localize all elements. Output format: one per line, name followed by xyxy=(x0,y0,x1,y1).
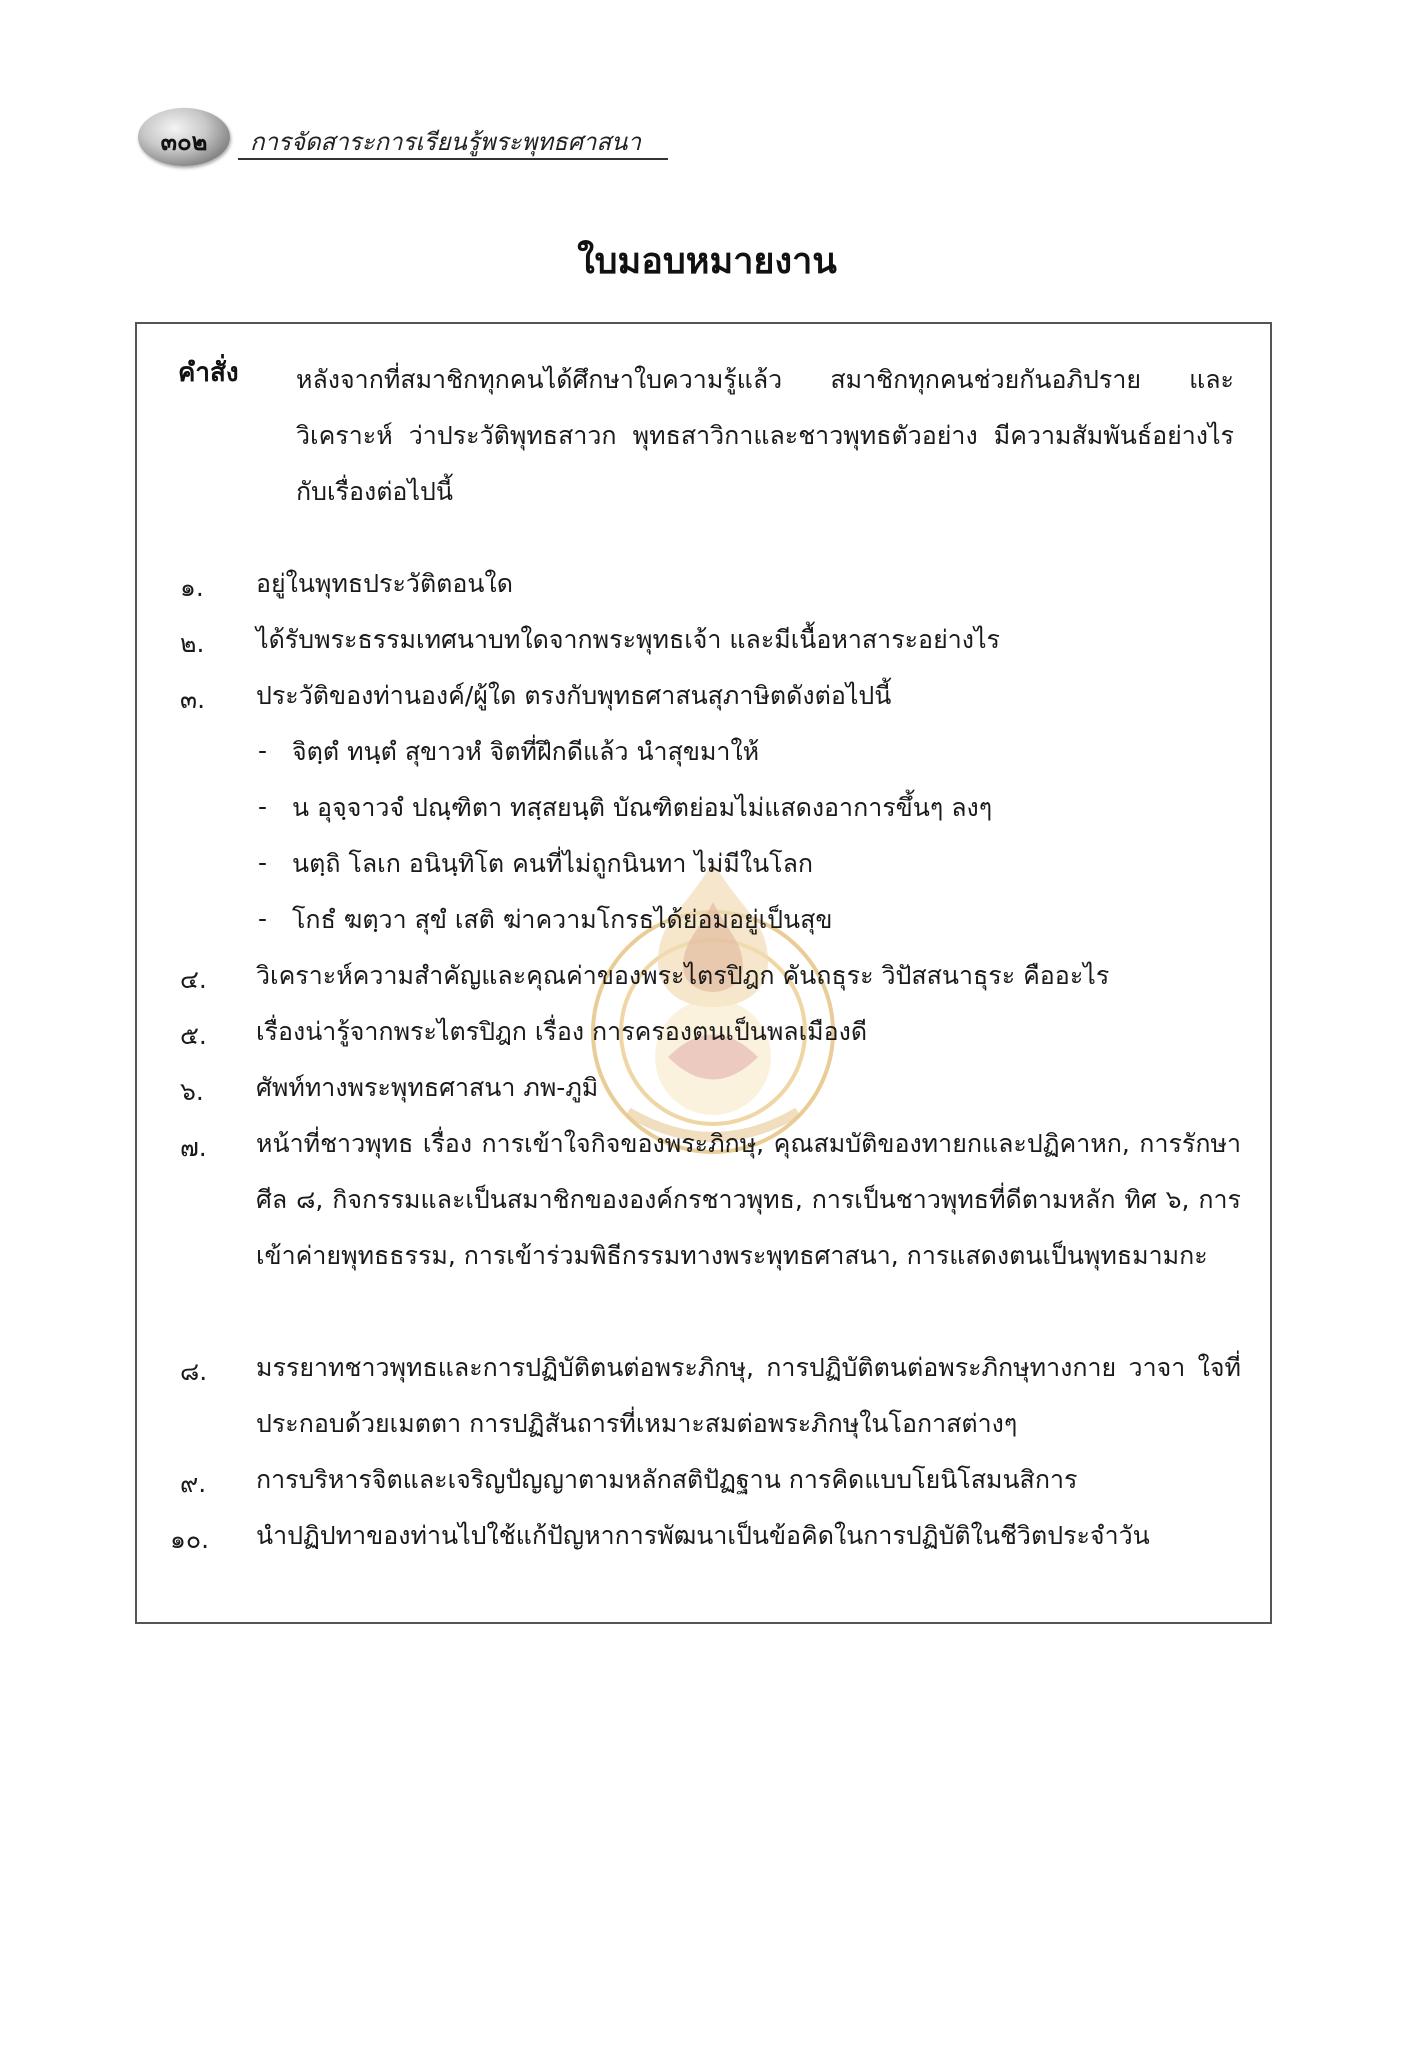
proverb-item: นตฺถิ โลเก อนินฺทิโต คนที่ไม่ถูกนินทา ไม่มีในโลก xyxy=(292,849,814,878)
page-header xyxy=(138,108,668,170)
bullet-dash: - xyxy=(258,904,268,933)
item-number: ๙. xyxy=(180,1469,207,1498)
item-number: ๓. xyxy=(180,685,206,714)
item-number: ๔. xyxy=(180,965,207,994)
proverb-item: จิตฺตํ ทนฺตํ สุขาวหํ จิตที่ฝึกดีแล้ว นำสุขมาให้ xyxy=(292,737,760,766)
list-item: มรรยาทชาวพุทธและการปฏิบัติตนต่อพระภิกษุ, การปฏิบัติตนต่อพระภิกษุทางกาย วาจา ใจที่ประกอบด้วยเมตตา การปฏิสันถารที่เหมาะสมต่อพระภิกษุในโอกาสต่างๆ xyxy=(256,1353,1241,1438)
list-item: หน้าที่ชาวพุทธ เรื่อง การเข้าใจกิจของพระภิกษุ, คุณสมบัติของทายกและปฏิคาหก, การรักษาศีล ๘, กิจกรรมและเป็นสมาชิกขององค์กรชาวพุทธ, การเป็นชาวพุทธที่ดีตามหลัก ทิศ ๖, การเข้าค่ายพุทธธรรม, การเข้าร่วมพิธีกรรมทางพระพุทธศาสนา, การแสดงตนเป็นพุทธมามกะ xyxy=(256,1129,1241,1270)
item-number: ๖. xyxy=(180,1077,204,1106)
header-divider xyxy=(238,158,668,160)
item-number: ๗. xyxy=(180,1133,207,1162)
list-item: ศัพท์ทางพระพุทธศาสนา ภพ-ภูมิ xyxy=(256,1073,599,1102)
list-item: วิเคราะห์ความสำคัญและคุณค่าของพระไตรปิฎก คันถธุระ วิปัสสนาธุระ คืออะไร xyxy=(256,961,1110,990)
list-item: อยู่ในพุทธประวัติตอนใด xyxy=(256,569,513,598)
list-item: การบริหารจิตและเจริญปัญญาตามหลักสติปัฏฐาน การคิดแบบโยนิโสมนสิการ xyxy=(256,1465,1078,1494)
proverb-item: โกธํ ฆตฺวา สุขํ เสติ ฆ่าความโกรธได้ย่อมอยู่เป็นสุข xyxy=(292,905,833,934)
item-number: ๑๐. xyxy=(170,1525,210,1554)
list-item: ได้รับพระธรรมเทศนาบทใดจากพระพุทธเจ้า และมีเนื้อหาสาระอย่างไร xyxy=(256,625,1000,654)
page-number: ๓๐๒ xyxy=(160,128,208,156)
book-title: การจัดสาระการเรียนรู้พระพุทธศาสนา xyxy=(250,128,641,156)
list-item: นำปฏิปทาของท่านไปใช้แก้ปัญหาการพัฒนาเป็นข้อคิดในการปฏิบัติในชีวิตประจำวัน xyxy=(256,1521,1150,1550)
list-item: เรื่องน่ารู้จากพระไตรปิฎก เรื่อง การครองตนเป็นพลเมืองดี xyxy=(256,1017,868,1046)
item-number: ๕. xyxy=(180,1021,207,1050)
instruction-text: หลังจากที่สมาชิกทุกคนได้ศึกษาใบความรู้แล้ว สมาชิกทุกคนช่วยกันอภิปราย และวิเคราะห์ ว่าประวัติพุทธสาวก พุทธสาวิกาและชาวพุทธตัวอย่าง มีความสัมพันธ์อย่างไรกับเรื่องต่อไปนี้ xyxy=(296,365,1234,506)
item-number: ๘. xyxy=(180,1357,208,1386)
item-number: ๑. xyxy=(180,573,204,602)
bullet-dash: - xyxy=(258,736,268,765)
document-title: ใบมอบหมายงาน xyxy=(577,241,837,282)
list-item: ประวัติของท่านองค์/ผู้ใด ตรงกับพุทธศาสนสุภาษิตดังต่อไปนี้ xyxy=(256,681,892,710)
instruction-label: คำสั่ง xyxy=(178,358,239,388)
bullet-dash: - xyxy=(258,848,268,877)
item-number: ๒. xyxy=(180,629,205,658)
bullet-dash: - xyxy=(258,792,268,821)
proverb-item: น อุจฺจาวจํ ปณฺฑิตา ทสฺสยนฺติ บัณฑิตย่อมไม่แสดงอาการขึ้นๆ ลงๆ xyxy=(292,793,993,822)
